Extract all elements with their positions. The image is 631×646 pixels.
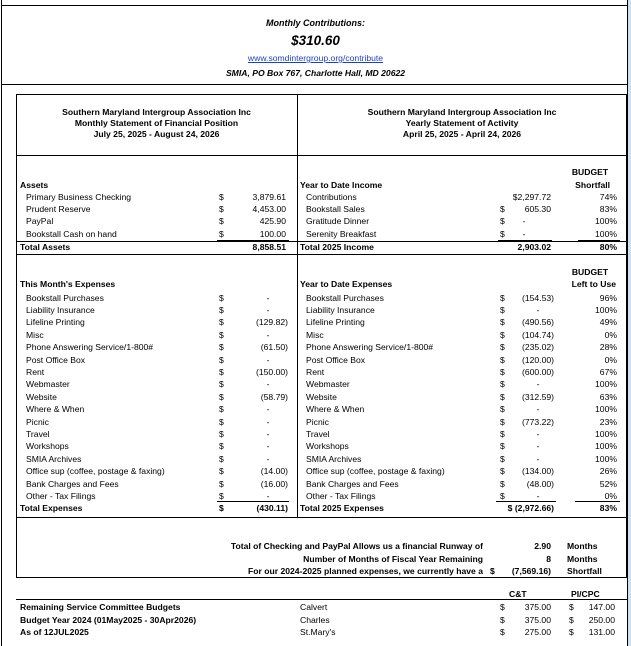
asset-currency: $ bbox=[219, 192, 224, 202]
ytd-expense-pct: 49% bbox=[599, 317, 617, 328]
committee-ct-amount: 375.00 bbox=[524, 614, 551, 625]
month-expense-amount: (58.79) bbox=[260, 391, 288, 402]
month-expense-amount: - bbox=[266, 428, 270, 439]
ytd-expense-label: Bookstall Purchases bbox=[306, 292, 384, 303]
month-expense-currency: $ bbox=[219, 490, 224, 501]
month-expense-currency: $ bbox=[219, 466, 224, 477]
month-expense-amount: (61.50) bbox=[260, 342, 288, 353]
ytd-expense-currency: $ bbox=[500, 490, 505, 501]
ytd-expense-currency: $ bbox=[500, 304, 505, 315]
committee-pi-amount: 250.00 bbox=[588, 614, 615, 625]
asset-currency: $ bbox=[219, 216, 224, 227]
contribute-link[interactable]: www.somdintergroup.org/contribute bbox=[247, 53, 384, 63]
ytd-expense-row bbox=[0, 316, 631, 328]
month-expense-amount: - bbox=[266, 490, 270, 501]
income-amount: - bbox=[522, 216, 526, 227]
ytd-expense-currency: $ bbox=[500, 453, 505, 464]
ytd-expense-row bbox=[0, 304, 631, 316]
runway-currency: $ bbox=[490, 566, 495, 576]
month-expense-currency: $ bbox=[219, 304, 224, 315]
month-expense-label: Other - Tax Filings bbox=[26, 490, 96, 501]
ytd-expense-row bbox=[0, 329, 631, 341]
asset-currency: $ bbox=[219, 228, 224, 239]
right-period: April 25, 2025 - April 24, 2026 bbox=[402, 129, 522, 139]
month-expense-currency: $ bbox=[219, 391, 224, 402]
month-expense-currency: $ bbox=[219, 478, 224, 489]
month-expense-currency: $ bbox=[219, 428, 224, 439]
ytd-expense-amount: - bbox=[536, 404, 540, 415]
runway-unit: Months bbox=[567, 541, 598, 551]
runway-label: Total of Checking and PayPal Allows us a financial Runway of bbox=[230, 541, 483, 551]
committee-pi-currency: $ bbox=[569, 627, 574, 637]
ytd-expense-label: Workshops bbox=[306, 441, 349, 452]
ytd-expense-row bbox=[0, 453, 631, 465]
ytd-expense-currency: $ bbox=[500, 441, 505, 452]
total-income-pct: 80% bbox=[599, 242, 617, 252]
month-expense-currency: $ bbox=[219, 317, 224, 328]
header-bottom-line bbox=[16, 155, 627, 156]
ytd-expense-amount: - bbox=[536, 453, 540, 464]
income-amount: $2,297.72 bbox=[512, 192, 551, 202]
month-expense-label: Webmaster bbox=[26, 379, 70, 390]
income-row bbox=[0, 191, 631, 203]
month-expense-label: Workshops bbox=[26, 441, 69, 452]
committee-left-text: Remaining Service Committee Budgets bbox=[20, 602, 181, 612]
month-expense-amount: - bbox=[266, 304, 270, 315]
ytd-expense-pct: 0% bbox=[604, 354, 617, 365]
month-expense-label: SMIA Archives bbox=[26, 453, 82, 464]
committee-ct-amount: 275.00 bbox=[524, 627, 551, 637]
month-expenses-heading: This Month's Expenses bbox=[20, 279, 116, 289]
month-expense-currency: $ bbox=[219, 416, 224, 427]
ytd-expense-label: Picnic bbox=[306, 416, 329, 427]
ytd-expense-amount: (48.00) bbox=[526, 478, 554, 489]
left-statement-name: Monthly Statement of Financial Position bbox=[74, 118, 239, 128]
committee-pi-amount: 147.00 bbox=[588, 602, 615, 612]
ytd-expense-currency: $ bbox=[500, 292, 505, 303]
committee-ct-amount: 375.00 bbox=[524, 602, 551, 612]
ytd-expense-currency: $ bbox=[500, 379, 505, 390]
month-expense-amount: - bbox=[266, 441, 270, 452]
right-statement-name: Yearly Statement of Activity bbox=[405, 118, 519, 128]
income-currency: $ bbox=[500, 228, 505, 239]
ytd-expense-amount: - bbox=[536, 428, 540, 439]
committee-name: St.Mary's bbox=[300, 627, 336, 637]
ytd-expense-amount: (773.22) bbox=[521, 416, 554, 427]
ytd-expense-amount: - bbox=[536, 441, 540, 452]
total-income-label: Total 2025 Income bbox=[300, 242, 374, 252]
address: SMIA, PO Box 767, Charlotte Hall, MD 20622 bbox=[225, 68, 406, 78]
total-ytd-expenses-amount: $ (2,972.66) bbox=[507, 503, 554, 513]
left-period: July 25, 2025 - August 24, 2026 bbox=[93, 129, 220, 139]
total-expenses-currency: $ bbox=[219, 503, 224, 513]
income-budget-label: BUDGET bbox=[571, 167, 609, 177]
month-expense-label: Travel bbox=[26, 428, 50, 439]
income-row bbox=[0, 215, 631, 227]
income-pct: 74% bbox=[599, 192, 617, 202]
month-expense-amount: - bbox=[266, 453, 270, 464]
income-label: Contributions bbox=[306, 192, 357, 202]
committee-ct-currency: $ bbox=[500, 602, 505, 612]
committee-pi-currency: $ bbox=[569, 614, 574, 625]
ytd-expense-row bbox=[0, 341, 631, 353]
income-pct: 100% bbox=[595, 216, 617, 227]
ytd-expense-row bbox=[0, 428, 631, 440]
month-expense-amount: (129.82) bbox=[255, 317, 288, 328]
ytd-expense-label: Misc bbox=[306, 329, 324, 340]
runway-label: For our 2024-2025 planned expenses, we currently have a bbox=[248, 566, 483, 576]
committee-row bbox=[0, 614, 631, 626]
ytd-expense-pct: 96% bbox=[599, 292, 617, 303]
asset-amount: 100.00 bbox=[259, 228, 286, 239]
income-amount: - bbox=[522, 228, 526, 239]
month-expense-label: Phone Answering Service/1-800# bbox=[26, 342, 154, 353]
ytd-expense-pct: 100% bbox=[595, 453, 617, 464]
ytd-budget-label: BUDGET bbox=[571, 267, 609, 277]
ytd-total-line bbox=[496, 501, 556, 502]
month-expense-amount: (16.00) bbox=[260, 478, 288, 489]
committee-col-ct: C&T bbox=[509, 589, 527, 599]
month-expense-amount: - bbox=[266, 329, 270, 340]
ytd-expense-currency: $ bbox=[500, 428, 505, 439]
month-expense-label: Where & When bbox=[26, 404, 85, 415]
committee-left-text: Budget Year 2024 (01May2025 - 30Apr2026) bbox=[20, 614, 197, 625]
ytd-expense-row bbox=[0, 440, 631, 452]
ytd-expense-amount: (120.00) bbox=[521, 354, 554, 365]
ytd-expense-amount: (600.00) bbox=[521, 366, 554, 377]
month-expense-amount: (14.00) bbox=[260, 466, 288, 477]
ytd-expense-amount: (312.59) bbox=[521, 391, 554, 402]
asset-label: Bookstall Cash on hand bbox=[26, 228, 117, 239]
runway-label: Number of Months of Fiscal Year Remaining bbox=[303, 553, 483, 564]
month-expense-label: Office sup (coffee, postage & faxing) bbox=[26, 466, 165, 477]
ytd-expense-pct: 23% bbox=[599, 416, 617, 427]
ytd-expense-label: Webmaster bbox=[306, 379, 350, 390]
total-assets-label: Total Assets bbox=[20, 242, 71, 252]
ytd-expense-label: Bank Charges and Fees bbox=[306, 478, 399, 489]
runway-unit: Shortfall bbox=[567, 566, 602, 576]
ytd-expense-currency: $ bbox=[500, 466, 505, 477]
right-org-name: Southern Maryland Intergroup Association Inc bbox=[367, 107, 557, 117]
committee-row bbox=[0, 601, 631, 613]
ytd-expense-label: Other - Tax Filings bbox=[306, 490, 376, 501]
asset-amount: 425.90 bbox=[259, 216, 286, 227]
ytd-expense-pct: 28% bbox=[599, 342, 617, 353]
ytd-expense-row bbox=[0, 391, 631, 403]
left-org-name: Southern Maryland Intergroup Association Inc bbox=[62, 107, 251, 117]
month-expense-amount: (150.00) bbox=[255, 366, 288, 377]
month-expense-label: Bookstall Purchases bbox=[26, 292, 104, 303]
ytd-expense-amount: (235.02) bbox=[521, 342, 554, 353]
committee-ct-currency: $ bbox=[500, 627, 505, 637]
ytd-expense-row bbox=[0, 378, 631, 390]
committee-pi-amount: 131.00 bbox=[588, 627, 615, 637]
income-label: Bookstall Sales bbox=[306, 204, 365, 215]
ytd-expense-label: Phone Answering Service/1-800# bbox=[306, 342, 434, 353]
ytd-expense-pct: 100% bbox=[595, 304, 617, 315]
runway-unit: Months bbox=[567, 553, 598, 564]
ytd-expense-label: Travel bbox=[306, 428, 330, 439]
ytd-expense-amount: - bbox=[536, 490, 540, 501]
month-expense-currency: $ bbox=[219, 342, 224, 353]
runway-row bbox=[0, 565, 631, 577]
ytd-budget-sub: Left to Use bbox=[571, 279, 616, 289]
month-expense-currency: $ bbox=[219, 354, 224, 365]
asset-label: Prudent Reserve bbox=[26, 204, 91, 215]
month-expense-currency: $ bbox=[219, 379, 224, 390]
ytd-expense-currency: $ bbox=[500, 329, 505, 340]
ytd-expense-label: Rent bbox=[306, 366, 325, 377]
month-expense-label: Website bbox=[26, 391, 57, 402]
income-row bbox=[0, 228, 631, 240]
total-ytd-expenses-label: Total 2025 Expenses bbox=[300, 503, 384, 513]
total-expenses-label: Total Expenses bbox=[20, 503, 83, 513]
ytd-expense-currency: $ bbox=[500, 342, 505, 353]
income-label: Gratitude Dinner bbox=[306, 216, 370, 227]
month-expense-currency: $ bbox=[219, 453, 224, 464]
income-currency: $ bbox=[500, 216, 505, 227]
asset-currency: $ bbox=[219, 204, 224, 215]
month-expense-currency: $ bbox=[219, 329, 224, 340]
ytd-expense-row bbox=[0, 416, 631, 428]
income-currency: $ bbox=[500, 204, 505, 215]
committee-left-text: As of 12JUL2025 bbox=[20, 627, 89, 637]
ytd-expense-label: Liability Insurance bbox=[306, 304, 375, 315]
committee-pi-currency: $ bbox=[569, 602, 574, 612]
ytd-expense-label: Website bbox=[306, 391, 337, 402]
ytd-expense-pct: 100% bbox=[595, 441, 617, 452]
ytd-expense-amount: (154.53) bbox=[521, 292, 554, 303]
ytd-expense-pct: 100% bbox=[595, 428, 617, 439]
ytd-expense-currency: $ bbox=[500, 354, 505, 365]
ytd-expense-row bbox=[0, 465, 631, 477]
asset-label: Primary Business Checking bbox=[26, 192, 132, 202]
total-assets-amount: 8,858.51 bbox=[252, 242, 286, 252]
ytd-expense-amount: (490.56) bbox=[521, 317, 554, 328]
income-row bbox=[0, 203, 631, 215]
ytd-expense-pct: 67% bbox=[599, 366, 617, 377]
income-label: Serenity Breakfast bbox=[306, 228, 377, 239]
month-expense-label: Lifeline Printing bbox=[26, 317, 85, 328]
runway-value: 8 bbox=[546, 553, 551, 564]
total-income-amount: 2,903.02 bbox=[517, 242, 551, 252]
month-expense-currency: $ bbox=[219, 404, 224, 415]
ytd-expense-currency: $ bbox=[500, 391, 505, 402]
month-expense-label: Post Office Box bbox=[26, 354, 86, 365]
assets-heading: Assets bbox=[20, 180, 49, 190]
asset-label: PayPal bbox=[26, 216, 54, 227]
committee-ct-currency: $ bbox=[500, 614, 505, 625]
runway-row bbox=[0, 553, 631, 565]
ytd-expense-row bbox=[0, 292, 631, 304]
month-expense-amount: - bbox=[266, 379, 270, 390]
ytd-expense-amount: - bbox=[536, 379, 540, 390]
runway-value: (7,569.16) bbox=[511, 566, 551, 576]
contributions-title: Monthly Contributions: bbox=[266, 18, 365, 28]
ytd-expense-pct: 100% bbox=[595, 379, 617, 390]
total-expenses-amount: (430.11) bbox=[256, 503, 288, 513]
ytd-expense-currency: $ bbox=[500, 404, 505, 415]
ytd-expense-row bbox=[0, 354, 631, 366]
committee-row bbox=[0, 626, 631, 638]
income-pct: 100% bbox=[595, 228, 617, 239]
month-expense-label: Bank Charges and Fees bbox=[26, 478, 119, 489]
ytd-expense-label: SMIA Archives bbox=[306, 453, 362, 464]
ytd-expense-pct: 0% bbox=[604, 329, 617, 340]
runway-value: 2.90 bbox=[534, 541, 551, 551]
ytd-expense-label: Where & When bbox=[306, 404, 365, 415]
runway-row bbox=[0, 540, 631, 552]
ytd-expense-pct: 52% bbox=[599, 478, 617, 489]
ytd-expense-currency: $ bbox=[500, 416, 505, 427]
income-heading: Year to Date Income bbox=[300, 180, 383, 190]
income-pct: 83% bbox=[599, 204, 617, 215]
month-expense-label: Picnic bbox=[26, 416, 49, 427]
ytd-expense-pct: 26% bbox=[599, 466, 617, 477]
month-expense-label: Misc bbox=[26, 329, 44, 340]
ytd-expense-pct: 100% bbox=[595, 404, 617, 415]
ytd-expenses-heading: Year to Date Expenses bbox=[300, 279, 393, 289]
committee-name: Calvert bbox=[300, 602, 328, 612]
month-expense-amount: - bbox=[266, 404, 270, 415]
ytd-expense-row bbox=[0, 478, 631, 490]
committee-top-line bbox=[16, 599, 627, 600]
asset-amount: 4,453.00 bbox=[252, 204, 286, 215]
ytd-expense-label: Post Office Box bbox=[306, 354, 366, 365]
month-expense-amount: - bbox=[266, 292, 270, 303]
left-assets-bottom-line bbox=[16, 254, 297, 255]
asset-amount: 3,879.61 bbox=[252, 192, 286, 202]
ytd-expense-currency: $ bbox=[500, 366, 505, 377]
ytd-expense-currency: $ bbox=[500, 317, 505, 328]
month-expense-currency: $ bbox=[219, 441, 224, 452]
committee-col-pi: PI/CPC bbox=[571, 589, 600, 599]
ytd-expense-row bbox=[0, 366, 631, 378]
month-expense-currency: $ bbox=[219, 292, 224, 303]
income-amount: 605.30 bbox=[524, 204, 551, 215]
committee-name: Charles bbox=[300, 614, 330, 625]
ytd-expense-amount: - bbox=[536, 304, 540, 315]
month-expense-label: Liability Insurance bbox=[26, 304, 95, 315]
ytd-expense-amount: (134.00) bbox=[521, 466, 554, 477]
income-budget-sub: Shortfall bbox=[575, 180, 610, 190]
ytd-pct-line bbox=[575, 501, 620, 502]
ytd-expense-amount: (104.74) bbox=[521, 329, 554, 340]
month-expense-currency: $ bbox=[219, 366, 224, 377]
month-expense-amount: - bbox=[266, 416, 270, 427]
ytd-expense-row bbox=[0, 403, 631, 415]
ytd-expense-label: Office sup (coffee, postage & faxing) bbox=[306, 466, 445, 477]
ytd-expense-pct: 0% bbox=[604, 490, 617, 501]
ytd-expense-pct: 63% bbox=[599, 391, 617, 402]
month-expense-label: Rent bbox=[26, 366, 45, 377]
total-ytd-expenses-pct: 83% bbox=[599, 503, 617, 513]
right-income-bottom-line bbox=[297, 254, 627, 255]
contribute-link-wrap bbox=[0, 53, 631, 64]
contributions-amount: $310.60 bbox=[291, 33, 340, 48]
ytd-expense-label: Lifeline Printing bbox=[306, 317, 365, 328]
ytd-expense-currency: $ bbox=[500, 478, 505, 489]
month-expense-amount: - bbox=[266, 354, 270, 365]
